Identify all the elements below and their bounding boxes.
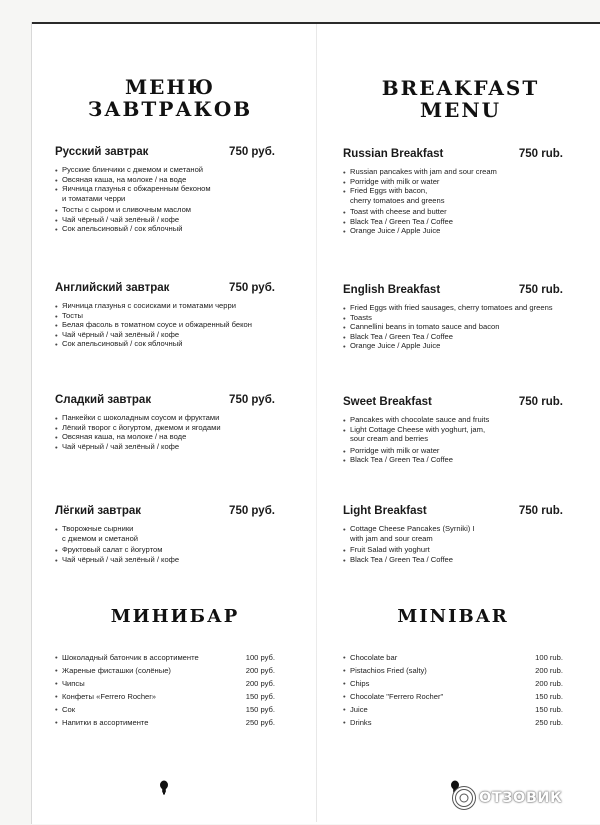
list-item: • Light Cottage Cheese with yoghurt, jam, sour cream and berries: [343, 425, 563, 444]
ru-title: [85, 76, 255, 120]
list-item: • Чипсы 200 руб.: [55, 677, 275, 690]
list-item: • Juice 150 rub.: [343, 703, 563, 716]
en-title-line2: MENU: [419, 98, 502, 122]
list-item: • Russian pancakes with jam and sour cream: [343, 167, 563, 177]
section-name: Russian Breakfast: [343, 148, 444, 160]
list-item: • Black Tea / Green Tea / Coffee: [343, 217, 563, 227]
otzovik-watermark: [452, 786, 592, 810]
en-section-light: [343, 505, 563, 564]
list-item: • Pancakes with chocolate sauce and fruits: [343, 415, 563, 425]
list-item: • Porridge with milk or water: [343, 177, 563, 187]
list-item: • Напитки в ассортименте 250 руб.: [55, 716, 275, 729]
list-item: • Black Tea / Green Tea / Coffee: [343, 555, 563, 565]
item-list: [55, 524, 275, 564]
ru-title-line1: МЕНЮ: [124, 75, 216, 99]
section-name: Лёгкий завтрак: [55, 505, 142, 517]
list-item: • Cannellini beans in tomato sauce and bacon: [343, 322, 563, 332]
section-price: 750 rub.: [518, 148, 563, 160]
bulb-icon: [159, 780, 169, 796]
ru-minibar-title: МИНИБАР: [110, 606, 240, 627]
section-price: 750 руб.: [229, 505, 275, 517]
ru-section-light: [55, 505, 275, 564]
list-item: • Овсяная каша, на молоке / на воде: [55, 175, 275, 185]
list-item: • Fruit Salad with yoghurt: [343, 545, 563, 555]
list-item: • Orange Juice / Apple Juice: [343, 341, 563, 351]
list-item: • Русские блинчики с джемом и сметаной: [55, 165, 275, 175]
section-name: English Breakfast: [343, 284, 441, 296]
list-item: • Фруктовый салат с йогуртом: [55, 545, 275, 555]
list-item: • Панкейки с шоколадным соусом и фруктами: [55, 413, 275, 423]
list-item: • Pistachios Fried (salty) 200 rub.: [343, 664, 563, 677]
item-list: [343, 167, 563, 236]
en-minibar-title: MINIBAR: [397, 606, 509, 627]
list-item: • Чай чёрный / чай зелёный / кофе: [55, 442, 275, 452]
section-price: 750 rub.: [518, 396, 563, 408]
list-item: • Чай чёрный / чай зелёный / кофе: [55, 330, 275, 340]
section-price: 750 rub.: [518, 505, 563, 517]
en-title-line1: BREAKFAST: [381, 76, 540, 100]
list-item: • Drinks 250 rub.: [343, 716, 563, 729]
item-list: [55, 413, 275, 451]
list-item: • Fried Eggs with fried sausages, cherry tomatoes and greens: [343, 303, 563, 313]
item-list: [55, 301, 275, 349]
section-name: Sweet Breakfast: [343, 396, 432, 408]
list-item: • Белая фасоль в томатном соусе и обжаренный бекон: [55, 320, 275, 330]
item-list: [343, 524, 563, 564]
list-item: • Жареные фисташки (солёные) 200 руб.: [55, 664, 275, 677]
section-price: 750 руб.: [229, 394, 275, 406]
watermark-text: ОТЗОВИК: [479, 790, 563, 806]
section-name: Light Breakfast: [343, 505, 427, 517]
list-item: • Шоколадный батончик в ассортименте 100 руб.: [55, 651, 275, 664]
section-price: 750 rub.: [518, 284, 563, 296]
list-item: • Лёгкий творог с йогуртом, джемом и ягодами: [55, 423, 275, 433]
list-item: • Toast with cheese and butter: [343, 207, 563, 217]
otzovik-logo-icon: [452, 786, 476, 810]
en-section-sweet: [343, 396, 563, 465]
ru-section-english: [55, 282, 275, 349]
ru-minibar-list: [55, 651, 275, 729]
list-item: • Тосты: [55, 311, 275, 321]
list-item: • Chocolate "Ferrero Rocher" 150 rub.: [343, 690, 563, 703]
list-item: • Тосты с сыром и сливочным маслом: [55, 205, 275, 215]
section-name: Сладкий завтрак: [55, 394, 152, 406]
list-item: • Конфеты «Ferrero Rocher» 150 руб.: [55, 690, 275, 703]
ru-title-line2: ЗАВТРАКОВ: [87, 97, 253, 121]
en-section-russian: [343, 148, 563, 236]
list-item: • Chocolate bar 100 rub.: [343, 651, 563, 664]
list-item: • Orange Juice / Apple Juice: [343, 226, 563, 236]
list-item: • Cottage Cheese Pancakes (Syrniki) I with jam and sour cream: [343, 524, 563, 543]
list-item: • Black Tea / Green Tea / Coffee: [343, 332, 563, 342]
list-item: • Чай чёрный / чай зелёный / кофе: [55, 215, 275, 225]
section-name: Английский завтрак: [55, 282, 170, 294]
list-item: • Сок 150 руб.: [55, 703, 275, 716]
list-item: • Сок апельсиновый / сок яблочный: [55, 339, 275, 349]
item-list: [55, 165, 275, 234]
list-item: • Black Tea / Green Tea / Coffee: [343, 455, 563, 465]
list-item: • Чай чёрный / чай зелёный / кофе: [55, 555, 275, 565]
list-item: • Chips 200 rub.: [343, 677, 563, 690]
list-item: • Овсяная каша, на молоке / на воде: [55, 432, 275, 442]
list-item: • Fried Eggs with bacon, cherry tomatoes and greens: [343, 186, 563, 205]
list-item: • Сок апельсиновый / сок яблочный: [55, 224, 275, 234]
list-item: • Творожные сырники с джемом и сметаной: [55, 524, 275, 543]
list-item: • Яичница глазунья с сосисками и томатами черри: [55, 301, 275, 311]
section-price: 750 руб.: [229, 146, 275, 158]
section-price: 750 руб.: [229, 282, 275, 294]
list-item: • Toasts: [343, 313, 563, 323]
ru-section-russian: [55, 146, 275, 234]
list-item: • Яичница глазунья с обжаренным беконом и томатами черри: [55, 184, 275, 203]
item-list: [343, 303, 563, 351]
section-name: Русский завтрак: [55, 146, 149, 158]
item-list: [343, 415, 563, 465]
ru-section-sweet: [55, 394, 275, 451]
list-item: • Porridge with milk or water: [343, 446, 563, 456]
en-title: [373, 77, 548, 121]
en-section-english: [343, 284, 563, 351]
page-fold: [316, 24, 317, 822]
en-minibar-list: [343, 651, 563, 729]
